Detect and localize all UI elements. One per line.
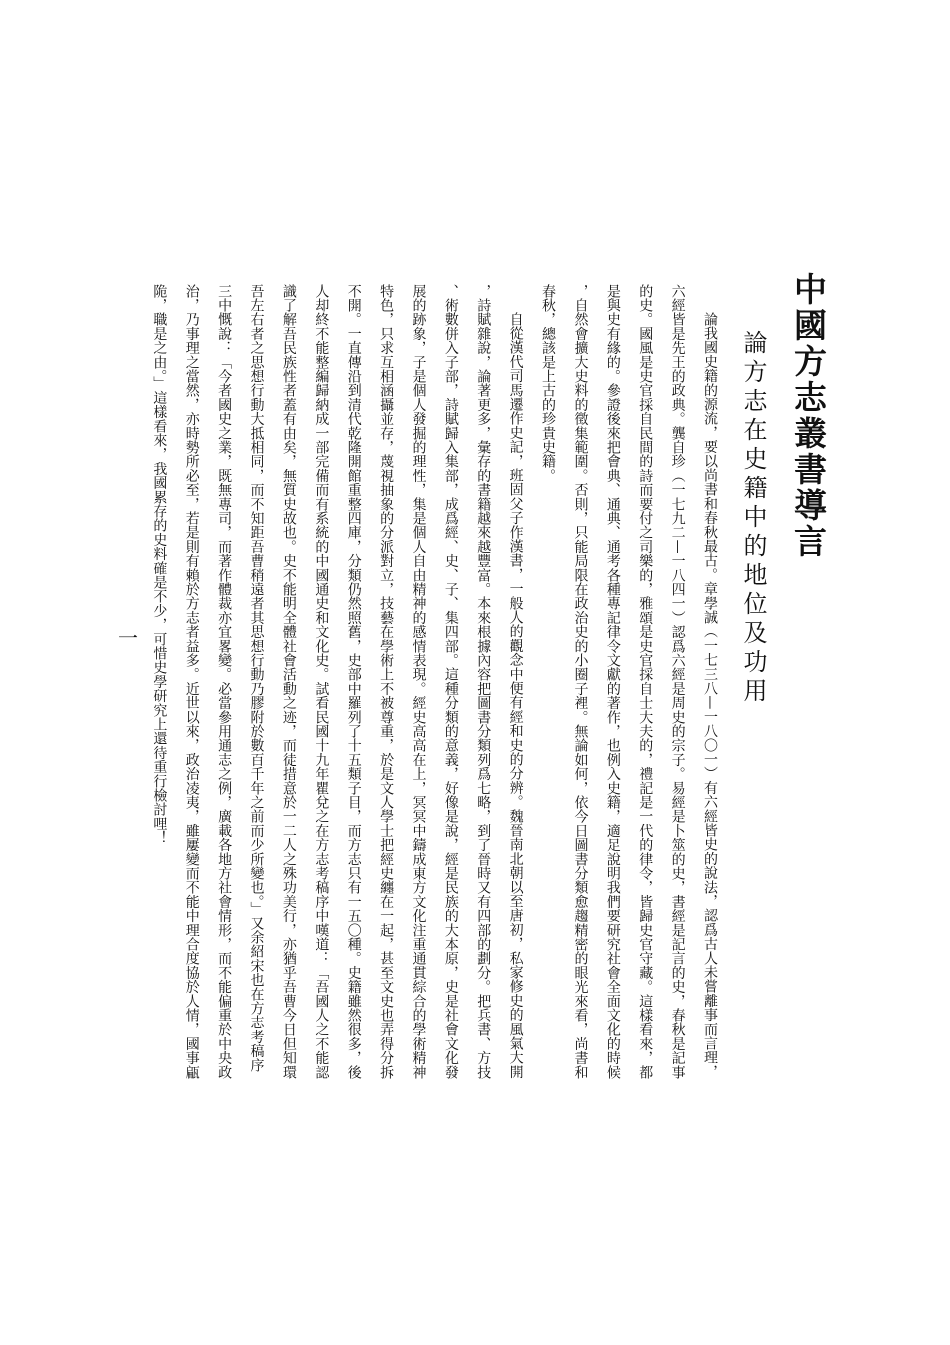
text-column: ，詩賦雜說，論著更多，彙存的書籍越來越豐富。本來根據內容把圖書分類列爲七略，到了晉時又有四部的劃分。把兵書、方技 <box>475 284 492 1080</box>
text-column: 春秋，總該是上古的珍貴史籍。 <box>540 284 557 483</box>
page-number: 一 <box>118 626 138 650</box>
document-subtitle: 論方志在史籍中的地位及功用 <box>739 330 767 707</box>
text-column: 三中慨說：「今者國史之業，既無專司，而著作體裁亦宜畧變。必當參用通志之例，廣載各地方社會情形，而不能偏重於中央政 <box>216 284 233 1080</box>
text-column: 人却終不能整編歸納成一部完備而有系統的中國通史和文化史。試看民國十九年瞿兌之在方志考稿序中嘆道：「吾國人之不能認 <box>313 284 330 1080</box>
text-column: 的史。國風是史官採自民間的詩而要付之司樂的，雅頌是史官採自士大夫的，禮記是一代的律令，皆歸史官守藏。這樣看來，都 <box>637 284 654 1080</box>
text-column: 治，乃事理之當然，亦時勢所必至，若是則有賴於方志者益多。近世以來，政治凌夷，雖屢變而不能中理合度協於人情，國事甂 <box>183 284 200 1080</box>
text-column: 六經皆是先王的政典。龔自珍（一七九二—一八四一）認爲六經是周史的宗子。易經是卜筮的史，書經是記言的史，春秋是記事 <box>669 284 686 1080</box>
text-column: 不開。一直傳沿到清代乾隆開館重整四庫，分類仍然照舊，史部中羅列了十五類子目，而方志只有一五〇種。史籍雖然很多，後 <box>345 284 362 1080</box>
text-column: 展的跡象，子是個人發掘的理性，集是個人自由精神的感情表現。經史高高在上，冥冥中鑄成東方文化注重通貫綜合的學術精神 <box>410 284 427 1080</box>
text-column: ，自然會擴大史料的徵集範圍。否則，只能局限在政治史的小圈子裡。無論如何，依今日圖書分類愈趨精密的眼光來看，尚書和 <box>572 284 589 1080</box>
text-column: 特色，只求互相涵攝並存，蔑視抽象的分派對立，技藝在學術上不被尊重，於是文人學士把經史纏在一起，甚至文史也弄得分拆 <box>378 284 395 1080</box>
text-column: 自從漢代司馬遷作史記，班固父子作漢書，一般人的觀念中便有經和史的分辨。魏晉南北朝以至唐初，私家修史的風氣大開 <box>507 312 524 1079</box>
text-column: 陒，職是之由。」這樣看來，我國累存的史料確是不少，可惜史學研究上還待重行檢討哩！ <box>151 284 168 845</box>
document-title: 中國方志叢書導言 <box>789 272 828 560</box>
text-column: 、術數併入子部，詩賦歸入集部，成爲經、史、子、集四部。這種分類的意義，好像是說，經是民族的大本原，史是社會文化發 <box>442 284 459 1080</box>
text-column: 是與史有緣的。參證後來把會典、通典、通考各種專記律令文獻的著作，也例入史籍，適足說明我們要研究社會全面文化的時候 <box>604 284 621 1080</box>
text-column: 論我國史籍的源流，要以尚書和春秋最古。章學誠（一七三八—一八〇一）有六經皆史的說法，認爲古人未嘗離事而言理， <box>702 312 718 1079</box>
text-column: 識了解吾民族性者蓋有由矣，無質史故也。史不能明全體社會活動之迹，而徒措意於一二人之殊功美行，亦猶乎吾曹今日但知環 <box>280 284 297 1080</box>
body-text <box>143 284 726 1084</box>
text-column: 吾左右者之思想行動大抵相同，而不知距吾曹稍遠者其思想行動乃膠附於數百千年之前而少所變也。」又余紹宋也在方志考稿序 <box>248 284 265 1073</box>
